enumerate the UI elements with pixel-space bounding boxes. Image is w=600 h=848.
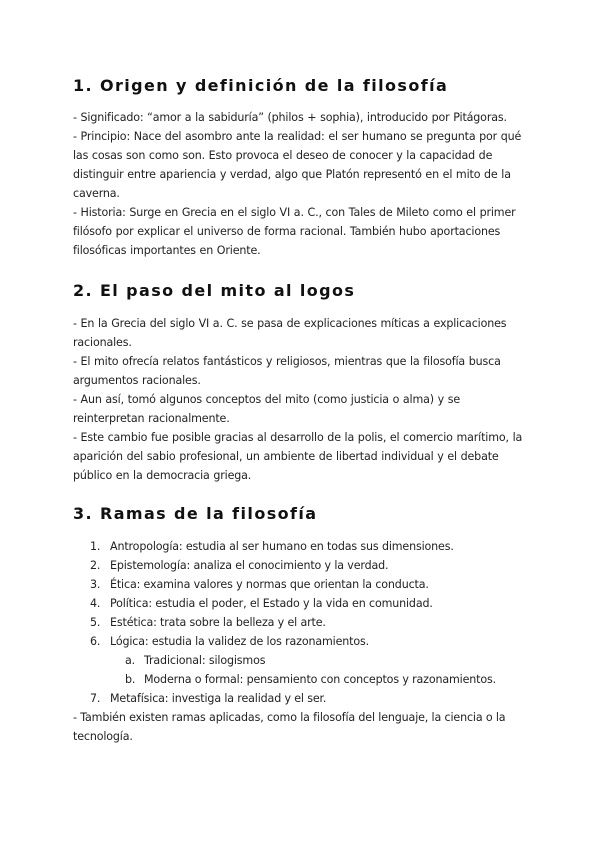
list-item — [73, 632, 533, 651]
list-marker: 3. — [90, 578, 101, 591]
list-marker: 6. — [90, 635, 101, 648]
section-body-origen — [73, 108, 533, 260]
section-body-ramas — [73, 537, 533, 746]
paragraph-historia: - Historia: Surge en Grecia en el siglo VI a. C., con Tales de Mileto como el primer filósofo por explicar el universo de forma racional. También hubo aportaciones filosóficas importantes en Oriente. — [73, 206, 516, 257]
paragraph-mito: - El mito ofrecía relatos fantásticos y religiosos, mientras que la filosofía busca argumentos racionales. — [73, 355, 501, 387]
paragraph-conceptos: - Aun así, tomó algunos conceptos del mito (como justicia o alma) y se reinterpretan racionalmente. — [73, 393, 461, 425]
section-heading-mito-logos: 2. El paso del mito al logos — [73, 281, 356, 300]
sublist-item — [73, 670, 533, 689]
paragraph-grecia: - En la Grecia del siglo VI a. C. se pasa de explicaciones míticas a explicaciones racionales. — [73, 317, 507, 349]
branches-list — [73, 537, 533, 651]
list-item-text: Lógica: estudia la validez de los razonamientos. — [110, 635, 370, 648]
paragraph-cambio: - Este cambio fue posible gracias al desarrollo de la polis, el comercio marítimo, la aparición del sabio profesional, un ambiente de libertad individual y el debate público en la democracia griega. — [73, 431, 523, 482]
paragraph-principio: - Principio: Nace del asombro ante la realidad: el ser humano se pregunta por qué las cosas son como son. Esto provoca el deseo de conocer y la capacidad de distinguir entre apariencia y verdad, algo que Platón representó en el mito de la caverna. — [73, 130, 522, 200]
list-marker: 7. — [90, 692, 101, 705]
section-body-mito-logos — [73, 314, 533, 485]
list-item-text: Epistemología: analiza el conocimiento y la verdad. — [110, 559, 389, 572]
paragraph-significado: - Significado: “amor a la sabiduría” (philos + sophia), introducido por Pitágoras. — [73, 111, 507, 124]
list-marker: 2. — [90, 559, 101, 572]
list-item — [73, 556, 533, 575]
list-marker: 5. — [90, 616, 101, 629]
branches-list-continued — [73, 689, 533, 708]
list-item-text: Estética: trata sobre la belleza y el arte. — [110, 616, 326, 629]
sublist-marker: b. — [125, 673, 136, 686]
sublist-item — [73, 651, 533, 670]
list-item-text: Política: estudia el poder, el Estado y la vida en comunidad. — [110, 597, 433, 610]
section-heading-origen: 1. Origen y definición de la filosofía — [73, 76, 449, 95]
sublist-item-text: Tradicional: silogismos — [144, 654, 266, 667]
list-item-text: Metafísica: investiga la realidad y el ser. — [110, 692, 327, 705]
sublist-item-text: Moderna o formal: pensamiento con conceptos y razonamientos. — [144, 673, 497, 686]
list-item — [73, 594, 533, 613]
logic-sublist — [73, 651, 533, 689]
list-item — [73, 537, 533, 556]
sublist-marker: a. — [125, 654, 136, 667]
paragraph-ramas-aplicadas: - También existen ramas aplicadas, como la filosofía del lenguaje, la ciencia o la tecnología. — [73, 711, 506, 743]
list-marker: 4. — [90, 597, 101, 610]
list-marker: 1. — [90, 540, 101, 553]
list-item — [73, 575, 533, 594]
list-item-text: Antropología: estudia al ser humano en todas sus dimensiones. — [110, 540, 454, 553]
list-item — [73, 613, 533, 632]
list-item — [73, 689, 533, 708]
list-item-text: Ética: examina valores y normas que orientan la conducta. — [110, 578, 429, 591]
section-heading-ramas: 3. Ramas de la filosofía — [73, 504, 318, 523]
